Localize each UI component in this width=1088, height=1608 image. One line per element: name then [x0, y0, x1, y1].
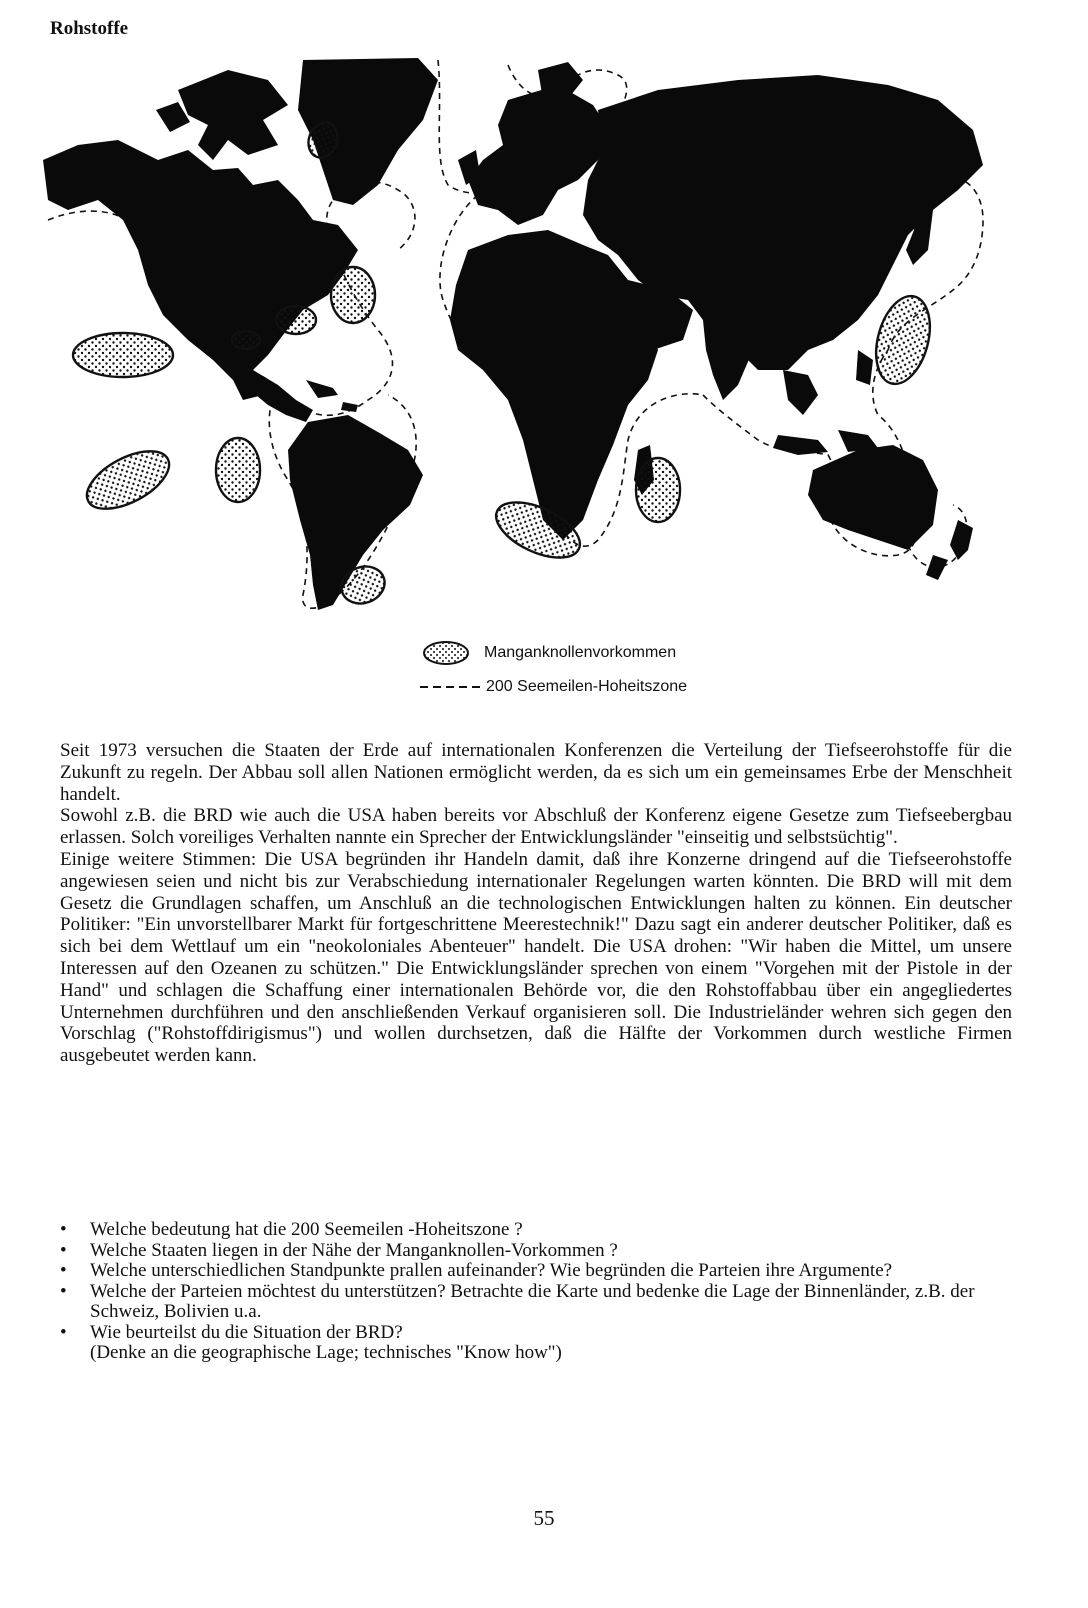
question-item	[60, 1220, 1012, 1241]
bullet: •	[60, 1321, 67, 1343]
map-legend	[420, 636, 687, 704]
bullet: •	[60, 1280, 67, 1302]
nodule-caribbean	[276, 306, 316, 334]
new-zealand	[950, 520, 973, 560]
question-item	[60, 1282, 1012, 1323]
nodule-south-pacific-east	[78, 439, 178, 520]
nodule-north-atlantic	[331, 267, 375, 323]
paragraph: Seit 1973 versuchen die Staaten der Erde auf internationalen Konferenzen die Verteilung der Tiefseerohstoffe für die Zukunft zu regeln. Der Abbau soll allen Nationen ermöglicht werden, da es sich um ein gemeinsames Erbe der Menschheit handelt.	[60, 740, 1012, 805]
question-text: Wie beurteilst du die Situation der BRD?	[90, 1321, 403, 1343]
dashed-line-icon	[420, 682, 482, 692]
question-text: Welche der Parteien möchtest du unterstützen? Betrachte die Karte und bedenke die Lage der Binnenländer, z.B. der Schweiz, Bolivien u.a.	[90, 1280, 975, 1322]
question-text: Welche unterschiedlichen Standpunkte prallen aufeinander? Wie begründen die Parteien ihre Argumente?	[90, 1260, 893, 1281]
page-heading: Rohstoffe	[50, 18, 129, 39]
bullet: •	[60, 1239, 67, 1261]
question-text: Welche Staaten liegen in der Nähe der Manganknollen-Vorkommen ?	[90, 1239, 618, 1261]
indonesia-1	[773, 435, 828, 455]
question-item	[60, 1241, 1012, 1262]
legend-item-zone	[420, 670, 687, 704]
question-list	[60, 1220, 1012, 1364]
australia	[808, 445, 938, 550]
nodule-west-pacific	[867, 290, 939, 390]
arctic-islands	[178, 70, 288, 160]
world-map	[38, 50, 1008, 630]
body-text	[60, 740, 1012, 1067]
page-number: 55	[533, 1506, 555, 1530]
africa	[450, 230, 658, 540]
question-text: Welche bedeutung hat die 200 Seemeilen -Hoheitszone ?	[90, 1219, 523, 1240]
bullet: •	[60, 1219, 67, 1240]
philippines	[856, 350, 873, 385]
paragraph: Sowohl z.B. die BRD wie auch die USA haben bereits vor Abschluß der Konferenz eigene Gesetze zum Tiefseebergbau erlassen. Solch voreiliges Verhalten nannte ein Sprecher der Entwicklungsländer "einseitig und selbstsüchtig".	[60, 805, 1012, 849]
central-america	[250, 370, 313, 422]
nodule-north-pacific	[73, 333, 173, 377]
legend-nodules-label: Manganknollenvorkommen	[484, 644, 677, 661]
caribbean-islands-2	[341, 402, 358, 412]
caribbean-islands	[306, 380, 338, 398]
paragraph: Einige weitere Stimmen: Die USA begründen ihr Handeln damit, daß ihre Konzerne dringend auf die Tiefseerohstoffe angewiesen seien und nicht bis zur Verabschiedung internationaler Regelungen warten könnten. Die BRD will mit dem Gesetz die Grundlagen schaffen, um Anschluß an die technologischen Entwicklungen halten zu können. Ein deutscher Politiker: "Ein unvorstellbarer Markt für fortgeschrittene Meerestechnik!" Dazu sagt ein anderer deutscher Politiker, daß es sich bei dem Wettlauf um ein "neokoloniales Abenteuer" handelt. Die USA drohen: "Wir haben die Mittel, um unsere Interessen auf den Ozeanen zu schützen." Die Entwicklungsländer sprechen von einem "Vorgehen mit der Pistole in der Hand" und schlagen die Schaffung einer internationalen Behörde vor, die den Rohstoffabbau über ein angegliedertes Unternehmen durchführen und den anschließenden Verkauf organisieren soll. Die Industrieländer wehren sich gegen den Vorschlag ("Rohstoffdirigismus") und wollen durchsetzen, daß die Hälfte der Vorkommen durch westliche Firmen ausgebeutet werden kann.	[60, 848, 1012, 1067]
bullet: •	[60, 1260, 67, 1281]
question-item	[60, 1323, 1012, 1344]
question-note: (Denke an die geographische Lage; technisches "Know how")	[90, 1342, 562, 1363]
southeast-asia	[783, 370, 818, 415]
question-item	[60, 1261, 1012, 1282]
new-zealand-south	[926, 555, 948, 580]
legend-zone-label: 200 Seemeilen-Hoheitszone	[486, 678, 688, 695]
nodule-peru-basin	[216, 438, 260, 502]
nodule-gulf	[232, 331, 260, 349]
nodule-symbol-icon	[420, 638, 472, 668]
legend-item-nodules	[420, 636, 687, 670]
nodule-indian-ocean	[636, 458, 680, 522]
